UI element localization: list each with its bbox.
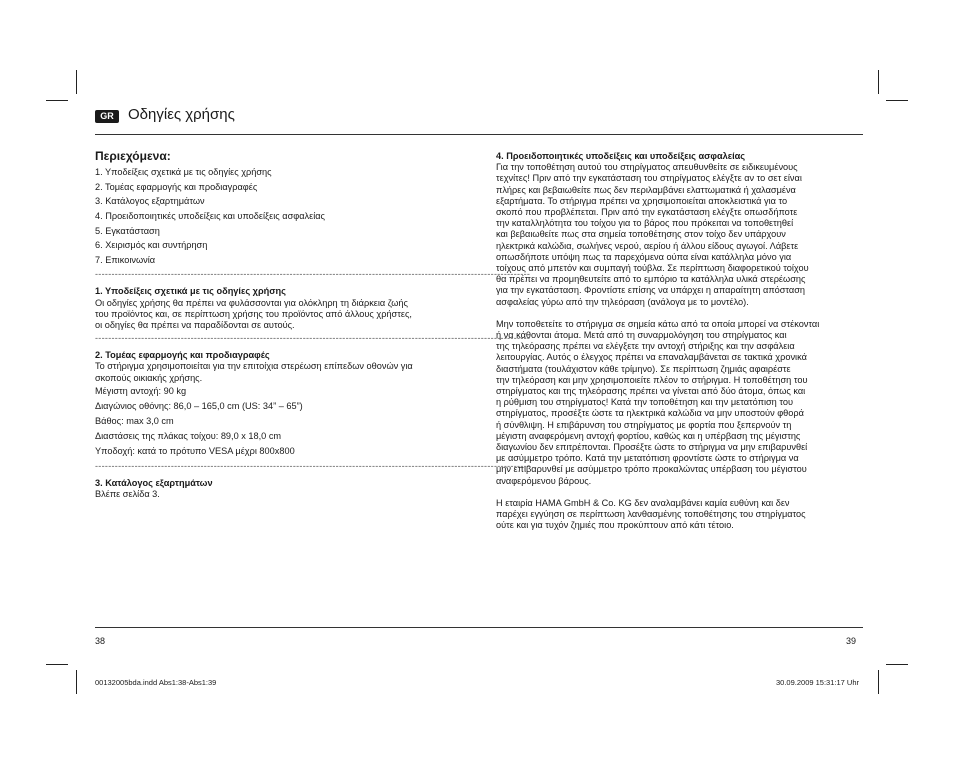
spec-item: Μέγιστη αντοχή: 90 kg <box>95 385 187 396</box>
text-line: μην επιβαρυνθεί με ασύμμετρο τρόπο προκαλώντας υπέρβαση του μέγιστου <box>496 464 807 475</box>
crop-mark <box>878 70 879 94</box>
toc-list <box>95 165 455 267</box>
toc-item: 4. Προειδοποιητικές υποδείξεις και υποδείξεις ασφαλείας <box>95 210 325 221</box>
print-timestamp: 30.09.2009 15:31:17 Uhr <box>776 678 859 687</box>
text-line: στηρίγματος και της τηλεόρασης πρέπει να γίνεται από δύο άτομα, όπως και <box>496 386 806 397</box>
text-line: σκοπό που προβλέπεται. Πριν από την εγκατάσταση ελέγξτε οπωσδήποτε <box>496 207 798 218</box>
dashed-separator: ------------------------------------------------------------------------------------------------------------------------------------ <box>95 460 531 471</box>
text-line: εξαρτήματα. Το στήριγμα πρέπει να χρησιμοποιείται αποκλειστικά για το <box>496 195 788 206</box>
section-1-text <box>95 298 455 332</box>
text-line: σκοπούς οικιακής χρήσης. <box>95 372 203 383</box>
text-line: ή σύνθλιψη. Η επιβάρυνση του στηρίγματος με φορτία που ξεπερνούν τη <box>496 419 792 430</box>
text-line: αναφερόμενου βάρους. <box>496 475 592 486</box>
text-line: την τηλεόραση και μην χρησιμοποιείτε πλέον το στήριγμα. Η τοποθέτηση του <box>496 374 808 385</box>
right-column <box>496 151 864 532</box>
spec-item: Διαγώνιος οθόνης: 86,0 – 165,0 cm (US: 34” – 65”) <box>95 400 303 411</box>
section-3-text: Βλέπε σελίδα 3. <box>95 488 160 499</box>
text-line: της τηλεόρασης πρέπει να ελέγξετε την αντοχή στήριξης και την ασφάλεια <box>496 341 795 352</box>
text-line: Οι οδηγίες χρήσης θα πρέπει να φυλάσσονται για ολόκληρη τη διάρκεια ζωής <box>95 297 408 308</box>
text-line: πλήρες και βεβαιωθείτε πως δεν περιλαμβάνει ελαττωματικά ή χαλασμένα <box>496 184 796 195</box>
text-line: στηρίγματος, προσέξτε ώστε τα ηλεκτρικά καλώδια να μην υποστούν φθορά <box>496 408 804 419</box>
text-line: μέγιστη αναφερόμενη αντοχή φορτίου, καθώς και η υπέρβαση της μέγιστης <box>496 430 801 441</box>
toc-item: 6. Χειρισμός και συντήρηση <box>95 240 208 251</box>
text-line: και βεβαιωθείτε πως στα σημεία τοποθέτησης στον τοίχο δεν υπάρχουν <box>496 229 786 240</box>
crop-mark <box>76 70 77 94</box>
section-1-title: 1. Υποδείξεις σχετικά με τις οδηγίες χρήσης <box>95 286 286 297</box>
text-line: λειτουργίας. Αυτός ο έλεγχος πρέπει να επαναλαμβάνεται σε τακτικά χρονικά <box>496 352 807 363</box>
spec-list <box>95 384 455 459</box>
text-line: οπωσδήποτε υπόψη πως τα παρεχόμενα ούπα είναι κατάλληλα μόνο για <box>496 251 792 262</box>
page-number-left: 38 <box>95 636 106 646</box>
left-column <box>95 149 531 500</box>
toc-item: 1. Υποδείξεις σχετικά με τις οδηγίες χρήσης <box>95 167 272 178</box>
text-line: ούτε και για τυχόν ζημιές που προκύπτουν από κάτι τέτοιο. <box>496 520 734 531</box>
toc-item: 7. Επικοινωνία <box>95 254 156 265</box>
spec-item: Υποδοχή: κατά το πρότυπο VESA μέχρι 800x800 <box>95 445 295 456</box>
crop-mark <box>76 670 77 694</box>
text-line: Το στήριγμα χρησιμοποιείται για την επιτοίχια στερέωση επίπεδων οθονών για <box>95 361 413 372</box>
toc-item: 2. Τομέας εφαρμογής και προδιαγραφές <box>95 181 258 192</box>
language-badge: GR <box>95 110 119 123</box>
text-line: τοίχους από μπετόν και συμπαγή τούβλα. Σε περίπτωση διαφορετικού τοίχου <box>496 263 809 274</box>
toc-title: Περιεχόμενα: <box>95 149 171 163</box>
text-line: του προϊόντος και, σε περίπτωση χρήσης του προϊόντος από άλλους χρήστες, <box>95 308 412 319</box>
toc-item: 5. Εγκατάσταση <box>95 225 160 236</box>
crop-mark <box>46 664 68 665</box>
spec-item: Διαστάσεις της πλάκας τοίχου: 89,0 x 18,0 cm <box>95 430 282 441</box>
text-line: Για την τοποθέτηση αυτού του στηρίγματος απευθυνθείτε σε ειδικευμένους <box>496 162 798 173</box>
dashed-separator: ------------------------------------------------------------------------------------------------------------------------------------ <box>95 269 531 280</box>
text-line: τεχνίτες! Πριν από την εγκατάσταση του στηρίγματος ελέγξτε αν το σετ είναι <box>496 173 802 184</box>
section-2-title: 2. Τομέας εφαρμογής και προδιαγραφές <box>95 350 270 361</box>
footer-rule <box>95 627 863 628</box>
text-line: διαστήματα (τουλάχιστον κάθε τρίμηνο). Σε περίπτωση ζημιάς αφαιρέστε <box>496 363 791 374</box>
safety-paragraph-1 <box>496 162 864 308</box>
disclaimer-paragraph <box>496 498 864 532</box>
page-title: Οδηγίες χρήσης <box>128 106 235 123</box>
crop-mark <box>46 100 68 101</box>
text-line: Μην τοποθετείτε το στήριγμα σε σημεία κάτω από τα οποία μπορεί να στέκονται <box>496 318 820 329</box>
text-line: ασφαλείας γύρω από την τηλεόραση (ανάλογα με το μοντέλο). <box>496 296 749 307</box>
text-line: ή να κάθονται άτομα. Μετά από τη συναρμολόγηση του στηρίγματος και <box>496 330 787 341</box>
text-line: η ρύθμιση του στηρίγματος! Κατά την τοποθέτηση και την μετατόπιση του <box>496 397 793 408</box>
text-line: διαγωνίου δεν επιτρέπονται. Προσέξτε ώστε το στήριγμα να μην επιβαρυνθεί <box>496 442 808 453</box>
text-line: με ασύμμετρο τρόπο. Κατά την μετατόπιση φροντίστε ώστε το στήριγμα να <box>496 453 799 464</box>
text-line: θα πρέπει να προμηθευτείτε από το εμπόριο τα κατάλληλα υλικά στερέωσης <box>496 274 806 285</box>
page-number-right: 39 <box>846 636 857 646</box>
text-line: Η εταιρία HAMA GmbH & Co. KG δεν αναλαμβάνει καμία ευθύνη και δεν <box>496 497 790 508</box>
crop-mark <box>886 100 908 101</box>
text-line: παρέχει εγγύηση σε περίπτωση λανθασμένης τοποθέτησης του στηρίγματος <box>496 509 806 520</box>
toc-item: 3. Κατάλογος εξαρτημάτων <box>95 196 205 207</box>
crop-mark <box>886 664 908 665</box>
section-2-text <box>95 361 455 383</box>
text-line: ηλεκτρικά καλώδια, σωλήνες νερού, αερίου ή άλλου είδους αγωγοί. Λάβετε <box>496 240 799 251</box>
section-4-title: 4. Προειδοποιητικές υποδείξεις και υποδείξεις ασφαλείας <box>496 151 746 161</box>
spec-item: Βάθος: max 3,0 cm <box>95 415 174 426</box>
section-3-title: 3. Κατάλογος εξαρτημάτων <box>95 477 213 488</box>
file-info: 00132005bda.indd Abs1:38-Abs1:39 <box>95 678 217 687</box>
text-line: την καταλληλότητα του τοίχου για το βάρος που πρόκειται να τοποθετηθεί <box>496 218 794 229</box>
safety-paragraph-2 <box>496 319 864 487</box>
text-line: για την εγκατάσταση. Φροντίστε επίσης να υπάρχει η απαραίτητη απόσταση <box>496 285 806 296</box>
header-rule <box>95 134 863 135</box>
dashed-separator: ------------------------------------------------------------------------------------------------------------------------------------ <box>95 333 531 344</box>
text-line: οι οδηγίες θα πρέπει να παραδίδονται σε αυτούς. <box>95 319 295 330</box>
crop-mark <box>878 670 879 694</box>
